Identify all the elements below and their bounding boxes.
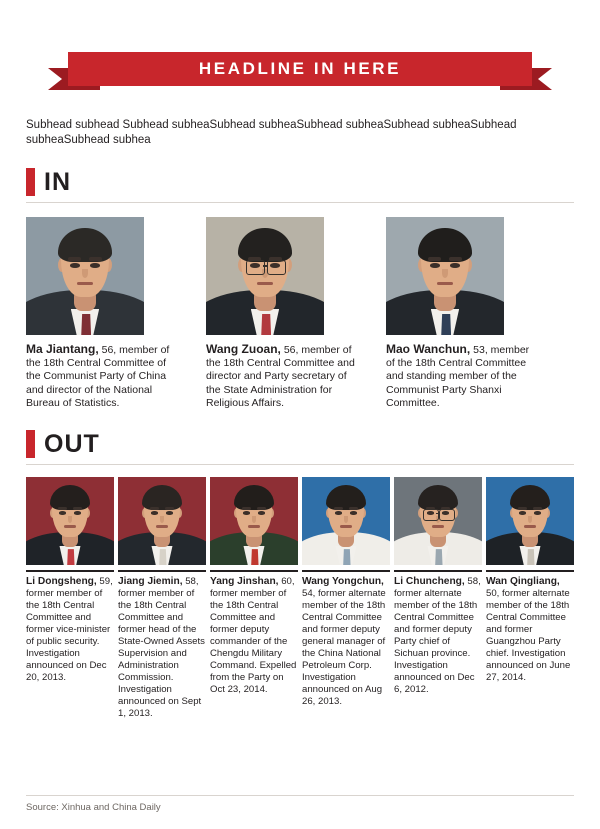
divider-out	[26, 464, 574, 465]
portrait-brow-left	[68, 257, 81, 261]
in-person-card	[206, 217, 358, 410]
person-age: 56,	[283, 344, 299, 356]
portrait-mouth	[248, 525, 260, 527]
section-heading-in	[26, 168, 574, 196]
person-age: 50,	[486, 588, 500, 600]
person-name: Yang Jinshan,	[210, 576, 279, 588]
person-caption	[394, 576, 482, 696]
in-people-grid	[26, 217, 574, 410]
portrait-mouth	[64, 525, 76, 527]
divider-in	[26, 202, 574, 203]
eyeglasses-left	[423, 509, 438, 521]
section-title-out: OUT	[44, 430, 100, 459]
portrait-eye-left	[151, 511, 159, 515]
portrait-brow-left	[518, 507, 528, 510]
portrait-nose	[528, 516, 532, 523]
eyeglasses-right	[267, 260, 287, 275]
person-photo	[26, 477, 114, 565]
portrait-mouth	[432, 525, 444, 527]
person-caption	[386, 343, 538, 410]
portrait-tie	[435, 549, 443, 565]
portrait-mouth	[77, 282, 94, 285]
person-age: 58,	[467, 576, 481, 588]
person-age: 60,	[281, 576, 295, 588]
portrait-eye-right	[74, 511, 82, 515]
person-photo	[486, 477, 574, 565]
portrait-brow-left	[428, 257, 441, 261]
portrait-brow-left	[58, 507, 68, 510]
person-caption	[26, 576, 114, 684]
person-name: Wang Yongchun,	[302, 576, 384, 588]
portrait-nose	[252, 516, 256, 523]
person-age: 54,	[302, 588, 316, 600]
portrait-brow-right	[89, 257, 102, 261]
eyeglasses-left	[246, 260, 266, 275]
section-accent-bar	[26, 168, 35, 196]
section-accent-bar	[26, 430, 35, 458]
portrait-eye-right	[450, 263, 461, 268]
portrait-tie	[527, 549, 535, 565]
portrait-tie	[261, 314, 272, 335]
portrait-brow-right	[257, 507, 267, 510]
portrait-eye-right	[350, 511, 358, 515]
portrait-brow-right	[349, 507, 359, 510]
portrait-tie	[343, 549, 351, 565]
in-person-card	[386, 217, 538, 410]
person-name: Mao Wanchun,	[386, 342, 471, 356]
portrait-tie	[159, 549, 167, 565]
portrait-mouth	[437, 282, 454, 285]
portrait-mouth	[340, 525, 352, 527]
portrait-mouth	[156, 525, 168, 527]
source-credit: Source: Xinhua and China Daily	[26, 802, 161, 813]
person-description: former alternate member of the 18th Central Committee and former Guangzhou Party chief. Investigation announced on June 27, 2014.	[486, 588, 571, 684]
headline-ribbon	[26, 28, 574, 90]
person-description: member of the 18th Central Committee and standing member of the Communist Party Shanxi Committee.	[386, 344, 530, 409]
person-photo	[386, 217, 504, 335]
person-photo	[302, 477, 390, 565]
person-photo	[206, 217, 324, 335]
person-description: former alternate member of the 18th Central Committee and former deputy Party chief of Sichuan province. Investigation announced on Dec 6, 2012.	[394, 588, 478, 696]
person-age: 53,	[473, 344, 488, 356]
portrait-tie	[441, 314, 452, 335]
portrait-brow-left	[150, 507, 160, 510]
out-people-grid	[26, 477, 574, 720]
person-description: former member of the 18th Central Committee and former head of the State-Owned Assets Supervision and Administration Commission. Investigation announced on Sept 1, 2013.	[118, 588, 205, 720]
portrait-eye-left	[70, 263, 81, 268]
portrait-nose	[160, 516, 164, 523]
in-person-card	[26, 217, 178, 410]
person-description: former member of the 18th Central Committee and former vice-minister of public security. Investigation announced on Dec 20, 2013.	[26, 588, 111, 684]
portrait-tie	[251, 549, 259, 565]
section-heading-out	[26, 430, 574, 458]
page-title: HEADLINE IN HERE	[198, 59, 402, 78]
out-person-card	[486, 477, 574, 720]
person-photo	[118, 477, 206, 565]
person-caption	[118, 576, 206, 720]
footer	[26, 795, 574, 813]
out-person-card	[26, 477, 114, 720]
portrait-tie	[67, 549, 75, 565]
person-photo	[26, 217, 144, 335]
name-rule	[486, 570, 574, 572]
person-name: Li Dongsheng,	[26, 576, 97, 588]
person-description: member of the 18th Central Committee and director and Party secretary of the State Administration for Religious Affairs.	[206, 344, 355, 409]
subhead-text: Subhead subhead Subhead subheaSubhead subheaSubhead subheaSubhead subheaSubhead subheaSubhead subhea	[26, 119, 517, 146]
person-age: 56,	[101, 344, 117, 356]
portrait-brow-right	[73, 507, 83, 510]
divider-footer	[26, 795, 574, 796]
portrait-tie	[81, 314, 92, 335]
person-name: Wang Zuoan,	[206, 342, 281, 356]
person-photo	[394, 477, 482, 565]
name-rule	[210, 570, 298, 572]
person-caption	[210, 576, 298, 696]
portrait-brow-left	[242, 507, 252, 510]
person-name: Ma Jiantang,	[26, 342, 99, 356]
portrait-brow-right	[165, 507, 175, 510]
portrait-eye-left	[243, 511, 251, 515]
portrait-brow-left	[334, 507, 344, 510]
section-title-in: IN	[44, 168, 71, 196]
person-name: Li Chuncheng,	[394, 576, 465, 588]
name-rule	[118, 570, 206, 572]
portrait-eye-right	[90, 263, 101, 268]
person-caption	[486, 576, 574, 684]
person-age: 59,	[99, 576, 113, 588]
person-caption	[26, 343, 178, 410]
person-name: Jiang Jiemin,	[118, 576, 183, 588]
eyeglasses-right	[439, 509, 454, 521]
person-description: former alternate member of the 18th Central Committee and former deputy general manager of the China National Petroleum Corp. Investigation announced on Aug 26, 2013.	[302, 588, 386, 708]
person-description: member of the 18th Central Committee of the Communist Party of China and director of the National Bureau of Statistics.	[26, 344, 170, 409]
out-person-card	[302, 477, 390, 720]
portrait-eye-left	[59, 511, 67, 515]
portrait-eye-right	[534, 511, 542, 515]
portrait-mouth	[524, 525, 536, 527]
portrait-eye-left	[519, 511, 527, 515]
person-age: 58,	[185, 576, 199, 588]
out-person-card	[118, 477, 206, 720]
person-caption	[302, 576, 390, 708]
person-description: former member of the 18th Central Committee and former deputy commander of the Chengdu Military Command. Expelled from the Party on Oct 23, 2014.	[210, 588, 297, 696]
name-rule	[394, 570, 482, 572]
portrait-mouth	[257, 282, 274, 285]
eyeglasses-bridge	[263, 265, 268, 266]
out-person-card	[210, 477, 298, 720]
portrait-brow-right	[533, 507, 543, 510]
portrait-eye-right	[166, 511, 174, 515]
portrait-eye-left	[430, 263, 441, 268]
person-caption	[206, 343, 358, 410]
name-rule	[302, 570, 390, 572]
portrait-eye-right	[258, 511, 266, 515]
person-name: Wan Qingliang,	[486, 576, 560, 588]
portrait-brow-right	[449, 257, 462, 261]
infographic-page	[0, 28, 600, 829]
out-person-card	[394, 477, 482, 720]
person-photo	[210, 477, 298, 565]
eyeglasses-bridge	[436, 513, 440, 514]
ribbon-banner	[68, 52, 532, 86]
portrait-nose	[344, 516, 348, 523]
portrait-eye-left	[335, 511, 343, 515]
name-rule	[26, 570, 114, 572]
portrait-nose	[68, 516, 72, 523]
